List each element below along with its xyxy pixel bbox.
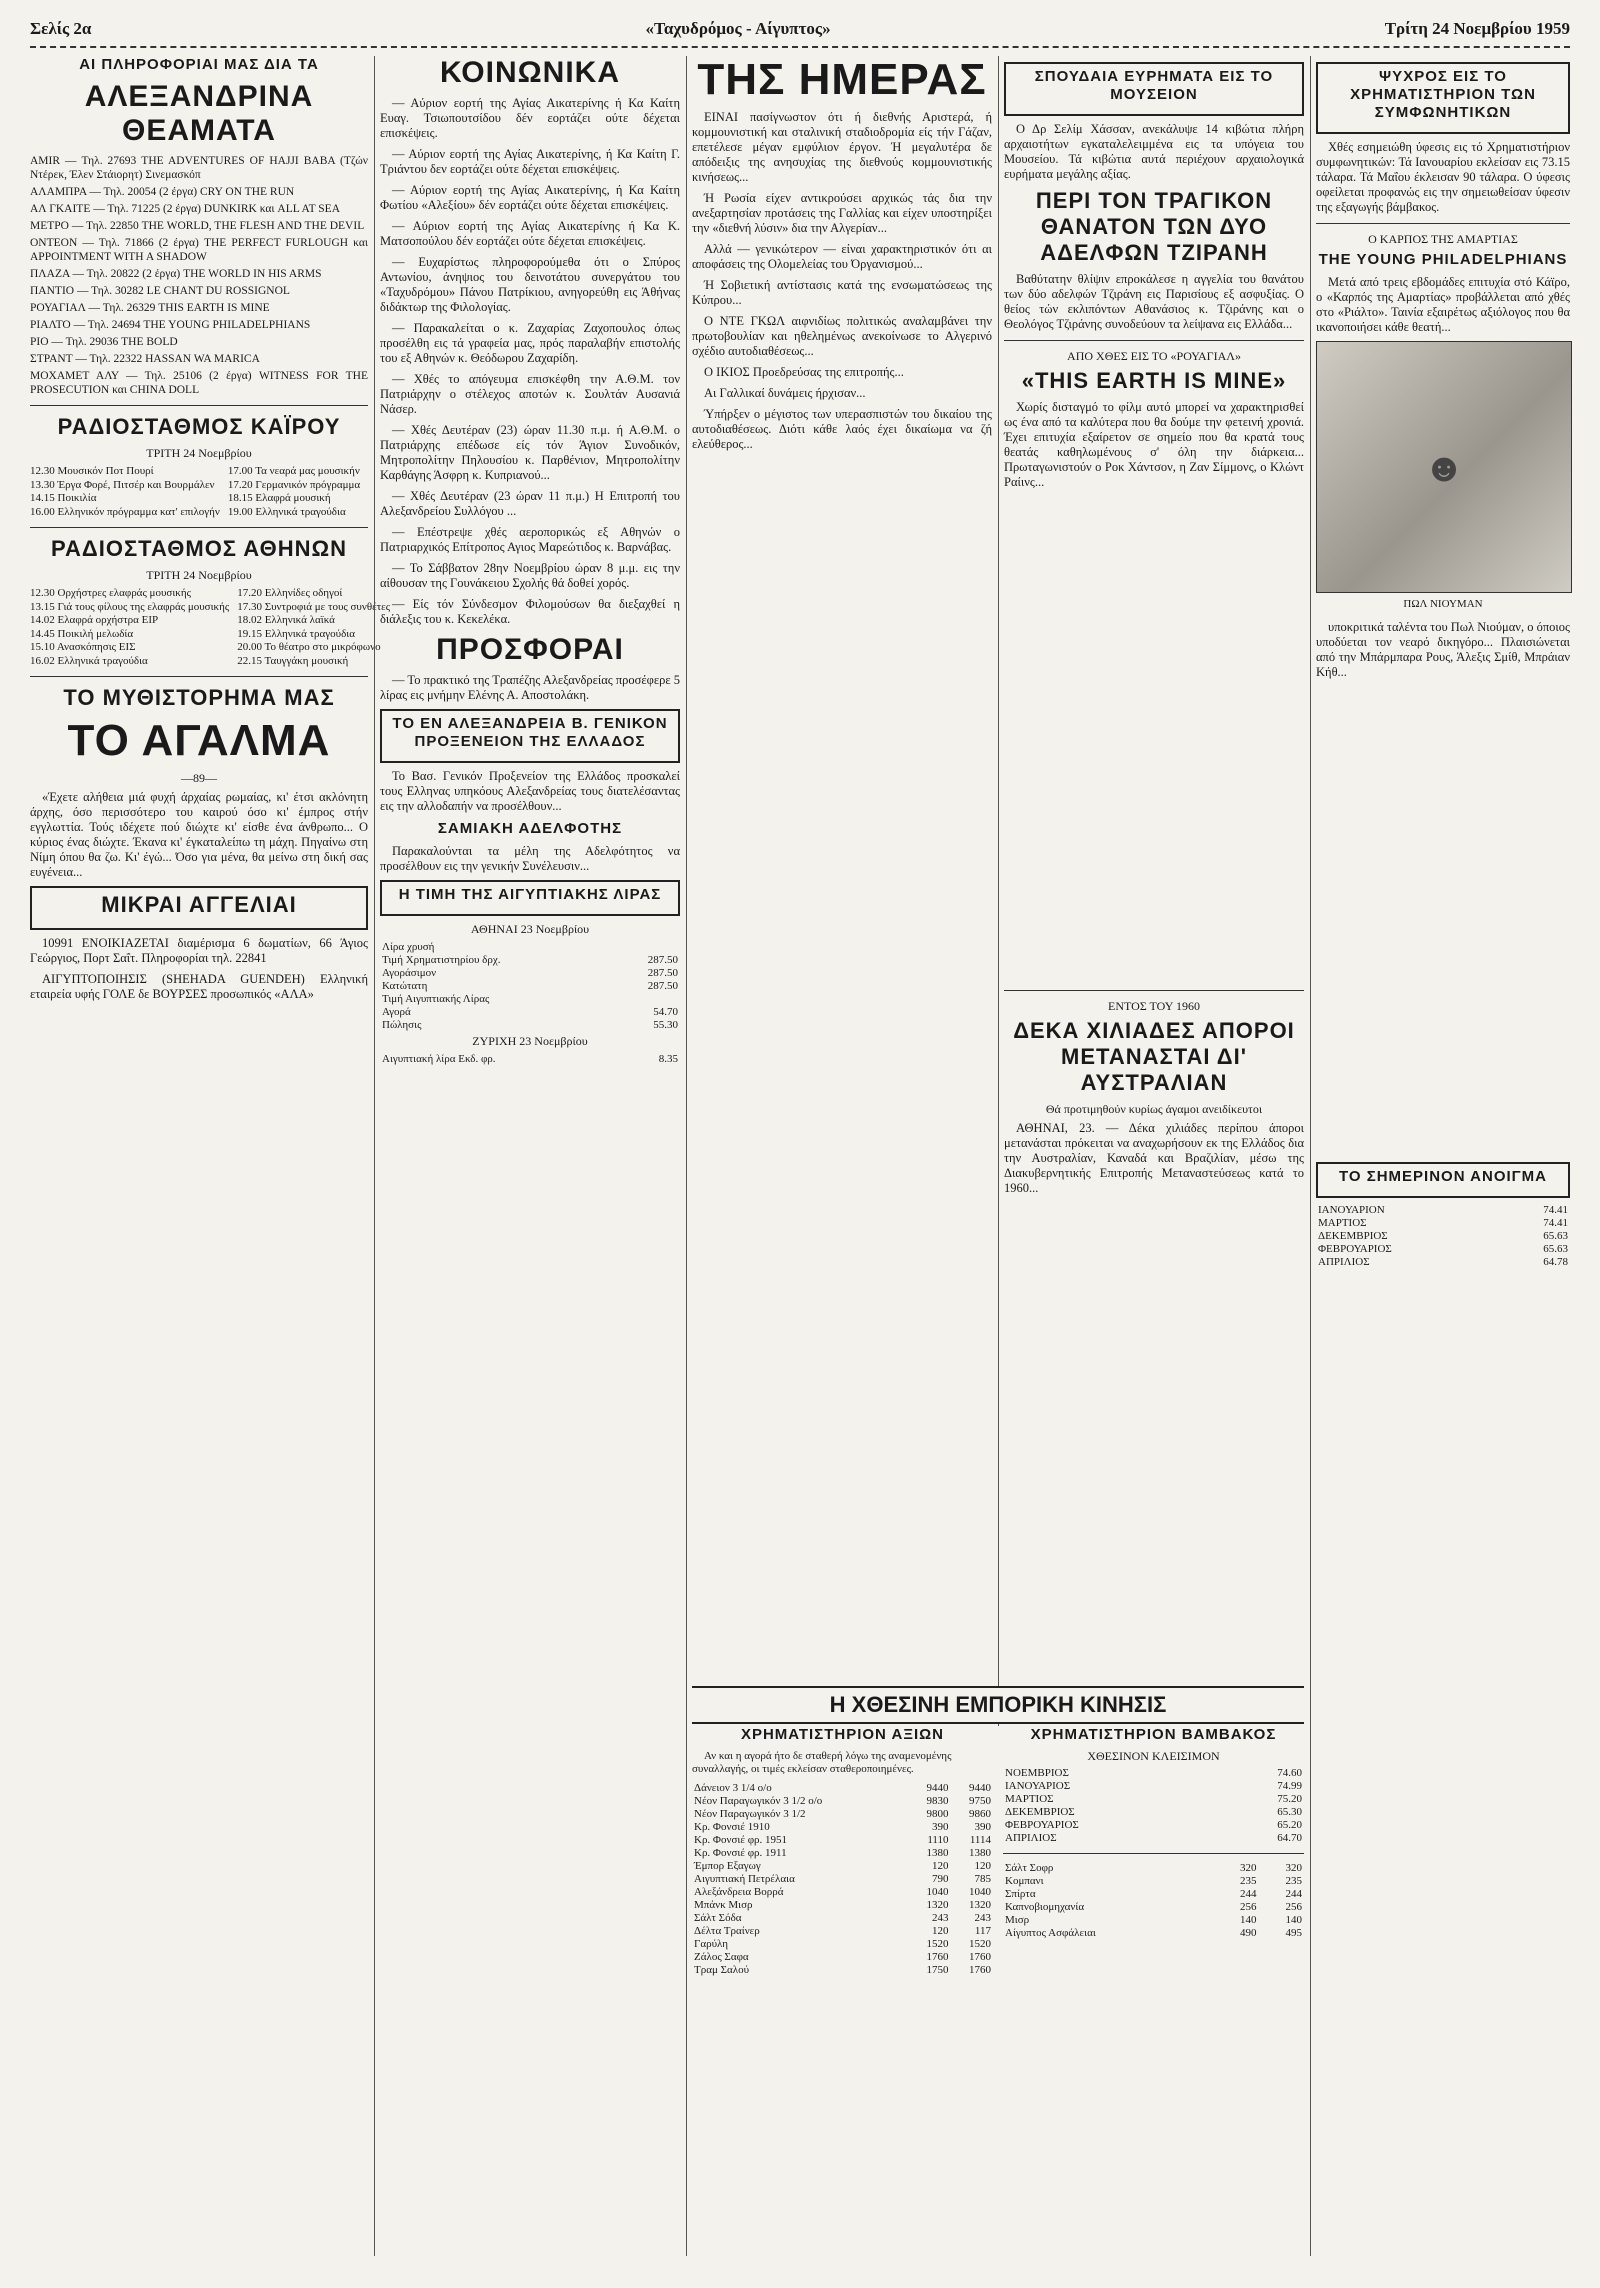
row-value: 140 (1285, 1914, 1302, 1926)
zurich-date: ΖΥΡΙΧΗ 23 Νοεμβρίου (472, 1034, 588, 1048)
row-label: Κατώτατη (382, 980, 428, 992)
table-row (1003, 1793, 1304, 1806)
row-value: 320 (1285, 1862, 1302, 1874)
column-1 (30, 56, 391, 2256)
cinema-entry: ΜΕΤΡΟ — Τηλ. 22850 THE WORLD, THE FLESH AND THE DEVIL (30, 220, 365, 232)
row-label: ΙΑΝΟΥΑΡΙΟΝ (1318, 1204, 1385, 1216)
row-value: 75.20 (1277, 1793, 1302, 1805)
row-value: 235 (1285, 1875, 1302, 1887)
schedule-item: 14.02 Ελαφρά ορχήστρα EIP (30, 614, 159, 626)
cinema-list (30, 154, 368, 397)
cotton-title: ΧΡΗΜΑΤΙΣΤΗΡΙΟΝ ΒΑΜΒΑΚΟΣ (1030, 1726, 1277, 1743)
row-value: 1760 (969, 1964, 991, 1976)
portrait-icon: ☻ (1422, 444, 1466, 490)
row-value: 1380 (969, 1847, 991, 1859)
row-value: 120 (932, 1925, 949, 1937)
psychro-box (1316, 62, 1570, 134)
schedule-item: 18.15 Ελαφρά μουσική (227, 492, 331, 504)
row-value: 8.35 (658, 1053, 678, 1065)
emigrants-title: ΔΕΚΑ ΧΙΛΙΑΔΕΣ ΑΠΟΡΟΙ ΜΕΤΑΝΑΣΤΑΙ ΔΙ' ΑΥΣΤΡΑΛΙΑΝ (1013, 1018, 1295, 1095)
row-label: ΦΕΒΡΟΥΑΡΙΟΣ (1318, 1243, 1392, 1255)
row-value: 117 (974, 1925, 991, 1937)
stocks-intro: Αν και η αγορά ήτο δε σταθερή λόγω της αναμενομένης συναλλαγής, οι τιμές εκλείσαν σταθεροποιημένες. (692, 1750, 952, 1775)
table-row (1316, 1217, 1570, 1230)
row-value: 65.30 (1277, 1806, 1302, 1818)
tziranis-title: ΠΕΡΙ ΤΟΝ ΤΡΑΓΙΚΟΝ ΘΑΝΑΤΟΝ ΤΩΝ ΔΥΟ ΑΔΕΛΦΩΝ ΤΖΙΡΑΝΗ (1035, 188, 1273, 265)
row-label: Αλεξάνδρεια Βορρά (694, 1886, 784, 1898)
table-row (380, 1019, 680, 1032)
cinema-entry: ΟΝΤΕΟΝ — Τηλ. 71866 (2 έργα) THE PERFECT FURLOUGH και APPOINTMENT WITH A SHADOW (30, 237, 368, 263)
table-row (1003, 1875, 1304, 1888)
table-row (380, 967, 680, 980)
row-value: 9800 (926, 1808, 949, 1820)
row-value: 64.78 (1543, 1256, 1568, 1268)
radio-cairo-schedule (30, 465, 368, 519)
paper-name: «Ταχυδρόμος - Αίγυπτος» (645, 19, 831, 38)
cinema-entry: ΡΙΑΛΤΟ — Τηλ. 24694 THE YOUNG PHILADELPHIANS (30, 319, 311, 331)
schedule-item: 17.30 Συντροφιά με τους συνθέτες (237, 600, 391, 613)
novel-title: ΤΟ ΑΓΑΛΜΑ (67, 716, 331, 765)
schedule-item: 13.15 Γιά τους φίλους της ελαφράς μουσικής (30, 600, 230, 613)
prosfora-text: — Το πρακτικό της Τραπέζης Αλεξανδρείας προσέφερε 5 λίρας εις μνήμην Ελένης Α. Αποστολάκη. (380, 673, 680, 702)
cinema-entry: ΠΛΑΖΑ — Τηλ. 20822 (2 έργα) THE WORLD IN HIS ARMS (30, 268, 322, 280)
young-title: THE YOUNG PHILADELPHIANS (1318, 251, 1568, 268)
opening-box (1316, 1162, 1570, 1198)
editorial-paragraph: Ή Σοβιετική αντίστασις κατά της ενσωματώσεως της Κύπρου... (692, 278, 992, 307)
consulate-title: ΤΟ ΕΝ ΑΛΕΞΑΝΔΡΕΙΑ Β. ΓΕΝΙΚΟΝ ΠΡΟΞΕΝΕΙΟΝ ΤΗΣ ΕΛΛΑΔΟΣ (392, 715, 668, 750)
schedule-item: 19.00 Ελληνικά τραγούδια (227, 505, 346, 518)
radio-cairo-date: ΤΡΙΤΗ 24 Νοεμβρίου (146, 446, 252, 460)
table-row (692, 1847, 993, 1860)
newspaper-page (30, 12, 1570, 2276)
table-row (692, 1795, 993, 1808)
psychro-text: Χθές εσημειώθη ύφεσις εις τό Χρηματιστήριον συμφωνητικών: Τά Ιανουαρίου εκλείσαν εις 73.15 τάλαρα. Τά Μαΐου έκλεισαν 90 τάλαρα. Ο ύφεσις οφείλεται προφανώς εις την σημειωθείσαν ύφεσιν της εξαγωγής βάμβακος. (1316, 140, 1570, 214)
theatres-kicker: ΑΙ ΠΛΗΡΟΦΟΡΙΑΙ ΜΑΣ ΔΙΑ ΤΑ (79, 56, 319, 73)
schedule-item: 20.00 Το θέατρο στο μικρόφωνο (237, 641, 381, 653)
row-value: 120 (932, 1860, 949, 1872)
row-value: 1520 (969, 1938, 991, 1950)
actor-photo (1316, 341, 1572, 593)
classifieds-title: ΜΙΚΡΑΙ ΑΓΓΕΛΙΑΙ (101, 892, 297, 917)
editorial-paragraph: Αλλά — γενικώτερον — είναι χαρακτηριστικόν ότι αι αποφάσεις της Ολομελείας του Όργανισμού... (692, 242, 992, 271)
page-number: Σελίς 2α (30, 19, 92, 38)
emigrants-kicker: ΕΝΤΟΣ ΤΟΥ 1960 (1108, 999, 1200, 1013)
row-value: 490 (1240, 1927, 1257, 1939)
row-value: 320 (1240, 1862, 1257, 1874)
row-value: 65.63 (1543, 1243, 1568, 1255)
table-row (692, 1925, 993, 1938)
social-title: ΚΟΙΝΩΝΙΚΑ (439, 56, 620, 89)
table-row (1003, 1927, 1304, 1940)
row-value: 1320 (969, 1899, 991, 1911)
radio-cairo-title: ΡΑΔΙΟΣΤΑΘΜΟΣ ΚΑΪΡΟΥ (57, 414, 341, 439)
table-row (1003, 1819, 1304, 1832)
social-item: — Είς τόν Σύνδεσμον Φιλομούσων θα διεξαχθεί η διάλεξις του κ. Κεκελέκα. (380, 597, 680, 626)
row-value: 1040 (926, 1886, 949, 1898)
film-kicker: ΑΠΟ ΧΘΕΣ ΕΙΣ ΤΟ «ΡΟΥΑΓΙΑΛ» (1067, 349, 1241, 363)
cinema-entry: ΣΤΡΑΝΤ — Τηλ. 22322 HASSAN WA MARICA (30, 353, 260, 365)
row-value: 790 (932, 1873, 949, 1885)
column-rule (686, 56, 687, 2256)
divider (30, 405, 368, 406)
table-row (1003, 1832, 1304, 1845)
divider (30, 676, 368, 677)
cotton-block (1003, 1726, 1304, 2256)
table-row (1003, 1888, 1304, 1901)
row-label: Αγορά (382, 1006, 411, 1018)
table-row (692, 1964, 993, 1977)
row-value: 65.20 (1277, 1819, 1302, 1831)
row-value: 1750 (926, 1964, 949, 1976)
row-value: 1760 (926, 1951, 949, 1963)
column-rule (1310, 56, 1311, 2256)
social-item: — Αύριον εορτή της Αγίας Αικατερίνης, ή Κα Καίτη Φωτίου «Αλεξίου» δέν εορτάζει ούτε δέχεται επισκέψεις. (380, 183, 680, 212)
table-row (1003, 1780, 1304, 1793)
row-label: Κομπανι (1005, 1875, 1044, 1887)
young-text-continued: υποκριτικά ταλέντα του Πωλ Νιούμαν, ο όποιος υποδύεται τον νεαρό δικηγόρο... Πλαισιώνεται από την Μπάρμπαρα Ρους, Άλεξις Σμίθ, Μπράιαν Κήθ... (1316, 620, 1570, 679)
classifieds-box (30, 886, 368, 930)
table-row (380, 954, 680, 967)
row-label: Κρ. Φονσιέ 1910 (694, 1821, 770, 1833)
schedule-item: 17.20 Γερμανικόν πρόγραμμα (227, 478, 361, 491)
stocks-block (692, 1726, 993, 2256)
row-label: Δάνειον 3 1/4 ο/ο (694, 1782, 772, 1794)
row-value: 74.41 (1543, 1217, 1568, 1229)
row-value: 74.99 (1277, 1780, 1302, 1792)
editorial-paragraph: Αι Γαλλικαί δυνάμεις ήρχισαν... (704, 386, 866, 400)
schedule-item: 14.45 Ποικιλή μελωδία (30, 627, 134, 640)
row-label: Λίρα χρυσή (382, 941, 435, 953)
row-value: 287.50 (647, 954, 678, 966)
social-item: — Αύριον εορτή της Αγίας Αικατερίνης, ή Κα Καίτη Γ. Τριάντου δεν εορτάζει ούτε δέχεται επισκέψεις. (380, 147, 680, 176)
novel-number: —89— (181, 771, 217, 785)
column-2 (380, 56, 680, 2256)
row-value: 390 (974, 1821, 991, 1833)
classified-ad: ΑΙΓΥΠΤΟΠΟΙΗΣΙΣ (SHEHADA GUENDEH) Ελληνική εταιρεία υφής ΓΟΛΕ δε ΒΟΥΡΣΕΣ προσωπικός «ΑΛΑ» (30, 972, 368, 1001)
row-value: 74.41 (1543, 1204, 1568, 1216)
prosfora-title: ΠΡΟΣΦΟΡΑΙ (436, 633, 624, 666)
film-text: Χωρίς δισταγμό το φίλμ αυτό μπορεί να χαρακτηρισθεί ως ένα από τα καλύτερα που θα δούμε την φετεινή χρονιά. Έχει επιτυχία εξαίρετον σε σημείο που θα κρατά τους θεατάς καθηλωμένους σ' όλη την διάρκεια... Πρωταγωνιστούν ο Ροκ Χάντσον, η Ζαν Σίμμονς, ο Κλώντ Ραίινς... (1004, 400, 1304, 489)
row-value: 256 (1285, 1901, 1302, 1913)
masthead (30, 12, 1570, 48)
row-label: ΜΑΡΤΙΟΣ (1318, 1217, 1367, 1229)
emigrants-text: ΑΘΗΝΑΙ, 23. — Δέκα χιλιάδες περίπου άποροι μετανάσται πρόκειται να αναχωρήσουν εκ της Ελλάδος δια την Αυστραλίαν, Καναδά και Βραζιλίαν, μέσω της Διακυβερνητικής Επιτροπής Μεταναστεύσεως κατά το 1960... (1004, 1121, 1304, 1195)
museum-text: Ο Δρ Σελίμ Χάσσαν, ανεκάλυψε 14 κιβώτια πλήρη αρχαιοτήτων εγκαταλελειμμένα εις τα υπόγεια του Μουσείου. Τά κιβώτια αυτά περιέχουν αρχαιολογικά ευρήματα μεγάλης αξίας. (1004, 122, 1304, 181)
cinema-entry: ΡΙΟ — Τηλ. 29036 THE BOLD (30, 336, 178, 348)
row-label: Τραμ Σαλού (694, 1964, 750, 1976)
table-row (692, 1951, 993, 1964)
social-item: — Χθές Δευτέραν (23) ώραν 11.30 π.μ. ή Α.Θ.Μ. ο Πατριάρχης επέδωσε είς τόν Άγιον Συνοδικόν, Μητροπολίτην Πηλουσίου κ. Παρθένιον, Μητροπολίτην Καρθάγης Άσφρη κ. Κυπριανού... (380, 423, 680, 482)
pound-date: ΑΘΗΝΑΙ 23 Νοεμβρίου (470, 922, 590, 936)
divider (1004, 990, 1304, 991)
consulate-box (380, 709, 680, 763)
table-row (380, 1006, 680, 1019)
samiaki-text: Παρακαλούνται τα μέλη της Αδελφότητος να προσέλθουν εις την γενικήν Συνέλευσιν... (380, 844, 680, 873)
row-label: Δέλτα Τραίνερ (694, 1925, 760, 1937)
column-5 (1316, 56, 1570, 2256)
row-value: 243 (932, 1912, 949, 1924)
schedule-item: 16.02 Ελληνικά τραγούδια (30, 654, 148, 667)
row-label: Αιγυπτιακή Πετρέλαια (694, 1873, 795, 1885)
column-rule (374, 56, 375, 2256)
cinema-entry: ΜΟΧΑΜΕΤ ΑΛΥ — Τηλ. 25106 (2 έργα) WITNESS FOR THE PROSECUTION και CHINA DOLL (30, 370, 368, 396)
novel-text: «Έχετε αλήθεια μιά φυχή άρχαίας ρωμαίας, κι' έτσι ακλόνητη άρχης, όσο περισσότερο του καιρού όσο κι' έμπρος στήν εγγλωττία. Τούς ιδέχετε πού διώχτε κι' είσθε ένα άνθρωπο... Ο κύριος ένας διώχτε. Έκανα κι' έγκαταλείπω τη μάχη. Πηγαίνω στη Νίμη όπου θα ζω. Κι' έγώ... Όσο για μένα, θα μείνω στη δική σας ευγένεια... (30, 790, 368, 879)
market-section (692, 1726, 1304, 2256)
row-label: Κρ. Φονσιέ φρ. 1951 (694, 1834, 788, 1846)
table-row (1003, 1862, 1304, 1875)
row-label: Τιμή Χρηματιστηρίου δρχ. (382, 954, 501, 966)
row-label: Κρ. Φονσιέ φρ. 1911 (694, 1847, 787, 1859)
row-value: 1520 (926, 1938, 949, 1950)
row-label: ΔΕΚΕΜΒΡΙΟΣ (1318, 1230, 1388, 1242)
psychro-title: ΨΥΧΡΟΣ ΕΙΣ ΤΟ ΧΡΗΜΑΤΙΣΤΗΡΙΟΝ ΤΩΝ ΣΥΜΦΩΝΗΤΙΚΩΝ (1350, 68, 1536, 121)
editorial-title: ΤΗΣ ΗΜΕΡΑΣ (697, 55, 987, 104)
schedule-item: 15.10 Ανασκόπησις ΕΙΣ (30, 641, 136, 653)
row-label: Ζάλος Σαφα (694, 1951, 749, 1963)
row-value: 287.50 (647, 967, 678, 979)
table-row (1316, 1256, 1570, 1269)
row-label: Τιμή Αιγυπτιακής Λίρας (382, 993, 490, 1005)
row-label: ΜΑΡΤΙΟΣ (1005, 1793, 1054, 1805)
row-value: 9440 (926, 1782, 949, 1794)
table-row (692, 1808, 993, 1821)
row-value: 54.70 (653, 1006, 678, 1018)
row-label: Νέον Παραγωγικόν 3 1/2 (694, 1808, 806, 1820)
row-label: Γαρύλη (694, 1938, 729, 1950)
pound-table (380, 941, 680, 1032)
social-item: — Παρακαλείται ο κ. Ζαχαρίας Ζαχοπουλος όπως προσέλθη εις τά γραφεία μας, πρός παραλαβήν επιστολής του εξ Αθηνών κ. Θεόδωρου Ζαχαρίδη. (380, 321, 680, 365)
row-value (614, 941, 680, 954)
row-value (614, 993, 680, 1006)
radio-athens-title: ΡΑΔΙΟΣΤΑΘΜΟΣ ΑΘΗΝΩΝ (50, 536, 348, 561)
schedule-item: 18.02 Ελληνικά λαϊκά (237, 614, 335, 626)
schedule-item: 13.30 Έργα Φορέ, Πιτσέρ και Βουρμάλεν (30, 478, 215, 491)
consulate-text: Το Βασ. Γενικόν Προξενείον της Ελλάδος προσκαλεί τους Ελληνας υπηκόους Αλεξανδρείας τους διατελέσαντας εις την αλλοδαπήν να προσέλθουν... (380, 769, 680, 813)
row-value: 287.50 (647, 980, 678, 992)
social-item: — Επέστρεψε χθές αεροπορικώς εξ Αθηνών ο Πατριαρχικός Επίτροπος Αγιος Μαρεώτιδος κ. Βαρνάβας. (380, 525, 680, 554)
table-row (380, 941, 680, 954)
museum-title: ΣΠΟΥΔΑΙΑ ΕΥΡΗΜΑΤΑ ΕΙΣ ΤΟ ΜΟΥΣΕΙΟΝ (1034, 68, 1274, 103)
schedule-item: 16.00 Ελληνικόν πρόγραμμα κατ' επιλογήν (30, 505, 220, 518)
row-label: ΑΠΡΙΛΙΟΣ (1318, 1256, 1370, 1268)
editorial-paragraph: Ο ΝΤΕ ΓΚΩΛ αιφνιδίως πολιτικώς αναλαμβάνει την πρωτοβουλίαν και ηθελημένως ανεκοίνωσε το Αλγερινό σχέδιο αυτοδιαθέσεως... (692, 314, 992, 358)
row-value: 9830 (926, 1795, 949, 1807)
theatres-title: ΑΛΕΞΑΝΔΡΙΝΑ ΘΕΑΜΑΤΑ (84, 80, 314, 147)
row-value: 9750 (969, 1795, 991, 1807)
pound-title: Η ΤΙΜΗ ΤΗΣ ΑΙΓΥΠΤΙΑΚΗΣ ΛΙΡΑΣ (398, 886, 662, 903)
row-label: ΑΠΡΙΛΙΟΣ (1005, 1832, 1057, 1844)
table-row (1003, 1901, 1304, 1914)
table-row (1316, 1230, 1570, 1243)
schedule-item: 12.30 Μουσικόν Ποτ Πουρί (30, 465, 154, 477)
row-value: 1320 (926, 1899, 949, 1911)
pound-box (380, 880, 680, 916)
social-item: — Χθές το απόγευμα επισκέφθη την Α.Θ.Μ. τον Πατριάρχην ο στέλεχος αποτών κ. Σουλτάν Αυσανιά Νάσερ. (380, 372, 680, 416)
row-value: 74.60 (1277, 1767, 1302, 1779)
divider (1003, 1853, 1304, 1854)
schedule-item: 17.00 Τα νεαρά μας μουσικήν (227, 465, 360, 477)
row-label: Σάλτ Σόδα (694, 1912, 742, 1924)
row-value: 244 (1240, 1888, 1257, 1900)
row-label: Μισρ (1005, 1914, 1030, 1926)
opening-title: ΤΟ ΣΗΜΕΡΙΝΟΝ ΑΝΟΙΓΜΑ (1338, 1168, 1548, 1185)
row-value: 495 (1285, 1927, 1302, 1939)
issue-date: Τρίτη 24 Νοεμβρίου 1959 (1384, 19, 1570, 38)
row-label: Έμπορ Εξαγωγ (694, 1860, 761, 1872)
museum-box (1004, 62, 1304, 116)
row-value: 785 (974, 1873, 991, 1885)
social-item: — Το Σάββατον 28ην Νοεμβρίου ώραν 8 μ.μ. εις την αίθουσαν της Γουνάκειου Σχολής θά δοθεί χορός. (380, 561, 680, 590)
row-value: 120 (974, 1860, 991, 1872)
schedule-item: 14.15 Ποικιλία (30, 492, 97, 504)
row-value: 1114 (969, 1834, 991, 1846)
editorial-paragraph: Ο ΙΚΙΟΣ Προεδρεύσας της επιτροπής... (704, 365, 904, 379)
row-value: 65.63 (1543, 1230, 1568, 1242)
schedule-item: 17.20 Ελληνίδες οδηγοί (237, 587, 343, 599)
table-row (380, 993, 680, 1006)
row-label: ΔΕΚΕΜΒΡΙΟΣ (1005, 1806, 1075, 1818)
cinema-entry: ΑΛΑΜΠΡΑ — Τηλ. 20054 (2 έργα) CRY ON THE RUN (30, 186, 295, 198)
social-item: — Χθές Δευτέραν (23 ώραν 11 π.μ.) Η Επιτροπή του Αλεξανδρείου Συλλόγου ... (380, 489, 680, 518)
radio-athens-date: ΤΡΙΤΗ 24 Νοεμβρίου (146, 568, 252, 582)
row-label: Πώλησις (382, 1019, 422, 1031)
row-label: Αιγυπτιακή λίρα Εκδ. φρ. (382, 1053, 496, 1065)
social-item: — Αύριον εορτή της Αγίας Αικατερίνης ή Κα Κ. Ματσοπούλου δέν εορτάζει ούτε δέχεται επισκέψεις. (380, 219, 680, 248)
row-value: 9440 (969, 1782, 991, 1794)
row-value: 244 (1285, 1888, 1302, 1900)
divider (1004, 340, 1304, 341)
row-value: 235 (1240, 1875, 1257, 1887)
schedule-item: 19.15 Ελληνικά τραγούδια (237, 627, 356, 640)
table-row (692, 1938, 993, 1951)
row-label: Αίγυπτος Ασφάλειαι (1005, 1927, 1096, 1939)
row-value: 1760 (969, 1951, 991, 1963)
table-row (1316, 1243, 1570, 1256)
radio-athens-schedule (30, 587, 391, 668)
classified-ad: 10991 ΕΝΟΙΚΙΑΖΕΤΑΙ διαμέρισμα 6 δωματίων, 66 Άγιος Γεώργιος, Πορτ Σαΐτ. Πληροφορίαι τηλ. 22841 (30, 936, 368, 965)
social-item: — Αύριον εορτή της Αγίας Αικατερίνης ή Κα Καίτη Ευαγ. Τσιωπουτσίδου δέν εορτάζει ούτε δέχεται επισκέψεις. (380, 96, 680, 140)
row-value: 1380 (926, 1847, 949, 1859)
stocks-title: ΧΡΗΜΑΤΙΣΤΗΡΙΟΝ ΑΞΙΩΝ (740, 1726, 945, 1743)
row-value: 140 (1240, 1914, 1257, 1926)
table-row (692, 1821, 993, 1834)
row-label: ΝΟΕΜΒΡΙΟΣ (1005, 1767, 1069, 1779)
row-value: 256 (1240, 1901, 1257, 1913)
row-value: 1110 (927, 1834, 949, 1846)
schedule-item: 12.30 Ορχήστρες ελαφράς μουσικής (30, 587, 191, 599)
row-label: Νέον Παραγωγικόν 3 1/2 ο/ο (694, 1795, 823, 1807)
tziranis-text: Βαθύτατην θλίψιν επροκάλεσε η αγγελία του θανάτου των δύο αδελφών Τζιράνη εις Παρισίους εξ ασφυξίας. Ο θείος τών εκλιπόντων Αθανάσιος κ. Τζιράνης και ο Θεολόγος Τζιράνης συνοδεύουν τα λείψανα εις Ελλάδα... (1004, 272, 1304, 331)
photo-caption: ΠΩΛ ΝΙΟΥΜΑΝ (1403, 598, 1483, 610)
table-row (692, 1834, 993, 1847)
cinema-entry: ΡΟΥΑΓΙΑΛ — Τηλ. 26329 THIS EARTH IS MINE (30, 302, 270, 314)
table-row (1003, 1806, 1304, 1819)
samiaki-title: ΣΑΜΙΑΚΗ ΑΔΕΛΦΟΤΗΣ (437, 820, 623, 837)
table-row (692, 1873, 993, 1886)
row-label: Σπίρτα (1005, 1888, 1036, 1900)
social-item: — Ευχαρίστως πληροφορούμεθα ότι ο Σπύρος Αντωνίου, άνηψιος του δεινοτάτου συνεργάτου του «Ταχυδρόμου» Πάνου Πατρίκιου, ανηγορεύθη εις Άθήνας διδάκτωρ της Φιλολογίας. (380, 255, 680, 314)
table-row (692, 1782, 993, 1795)
row-value: 243 (974, 1912, 991, 1924)
cotton-table (1003, 1767, 1304, 1845)
editorial-paragraph: Ύπήρξεν ο μέγιστος των υπερασπιστών του δικαίου της αυτοδιαθέσεως. Διότι κάθε λαός έχει δικαίωμα να ζή ελεύθερος... (692, 407, 992, 451)
divider (30, 527, 368, 528)
cotton-table-2 (1003, 1862, 1304, 1940)
row-label: Καπνοβιομηχανία (1005, 1901, 1085, 1913)
table-row (692, 1886, 993, 1899)
market-title: Η ΧΘΕΣΙΝΗ ΕΜΠΟΡΙΚΗ ΚΙΝΗΣΙΣ (692, 1686, 1304, 1724)
row-label: ΦΕΒΡΟΥΑΡΙΟΣ (1005, 1819, 1079, 1831)
table-row (1003, 1914, 1304, 1927)
film-title: «THIS EARTH IS MINE» (1021, 368, 1287, 393)
zurich-table (380, 1053, 680, 1066)
row-value: 55.30 (653, 1019, 678, 1031)
table-row (1316, 1204, 1570, 1217)
row-value: 9860 (969, 1808, 991, 1820)
cinema-entry: ΑΛ ΓΚΑΙΤΕ — Τηλ. 71225 (2 έργα) DUNKIRK και ALL AT SEA (30, 203, 341, 215)
table-row (692, 1860, 993, 1873)
row-label: Αγοράσιμον (382, 967, 437, 979)
table-row (692, 1912, 993, 1925)
novel-kicker: ΤΟ ΜΥΘΙΣΤΟΡΗΜΑ ΜΑΣ (63, 685, 335, 710)
editorial-paragraph: Ή Ρωσία είχεν αντικρούσει αρχικώς τάς δια την ανεξαρτησίαν προτάσεις της Γαλλίας και είχεν υποστηρίξει την «διεθνή λύσιν» δια την Αλγερίαν... (692, 191, 992, 235)
cinema-entry: ΠΑΝΤΙΟ — Τηλ. 30282 LE CHANT DU ROSSIGNOL (30, 285, 290, 297)
editorial-paragraph: ΕΙΝΑΙ πασίγνωστον ότι ή διεθνής Αριστερά, ή κομμουνιστική και σταλινική σταδιοδρομία είς τήν Γάζαν, επετέλεσε μέγαν εμφύλιον έργον. Ή μεγαλυτέρα δε απόδειξις της ανησυχίας της διεθνούς κομμουνιστικής κινήσεως... (692, 110, 992, 184)
spacer (1316, 686, 1570, 1156)
row-value: 1040 (969, 1886, 991, 1898)
emigrants-subtitle: Θά προτιμηθούν κυρίως άγαμοι ανειδίκευτοι (1045, 1102, 1263, 1116)
row-label: Μπάνκ Μισρ (694, 1899, 753, 1911)
table-row (380, 980, 680, 993)
young-kicker: Ο ΚΑΡΠΟΣ ΤΗΣ ΑΜΑΡΤΙΑΣ (1368, 232, 1518, 246)
opening-table (1316, 1204, 1570, 1269)
stocks-table (692, 1782, 993, 1977)
cinema-entry: AMIR — Τηλ. 27693 THE ADVENTURES OF HAJJI BABA (Τζών Ντέρεκ, Έλεν Στάιορητ) Σινεμασκόπ (30, 155, 368, 181)
table-row (692, 1899, 993, 1912)
divider (1316, 223, 1570, 224)
row-label: Σάλτ Σοφρ (1005, 1862, 1054, 1874)
schedule-item: 22.15 Ταυγγάκη μουσική (237, 654, 349, 667)
table-row (380, 1053, 680, 1066)
row-label: ΙΑΝΟΥΑΡΙΟΣ (1005, 1780, 1071, 1792)
table-row (1003, 1767, 1304, 1780)
row-value: 64.70 (1277, 1832, 1302, 1844)
cotton-subtitle: ΧΘΕΣΙΝΟΝ ΚΛΕΙΣΙΜΟΝ (1087, 1749, 1220, 1763)
young-text: Μετά από τρεις εβδομάδες επιτυχία στό Κάϊρο, ο «Καρπός της Αμαρτίας» προβάλλεται από χθές στο «Ριάλτο». Ταινία εξαιρέτως αξιόλογος που θα ικανοποιήσει κάθε θεατή... (1316, 275, 1570, 334)
row-value: 390 (932, 1821, 949, 1833)
